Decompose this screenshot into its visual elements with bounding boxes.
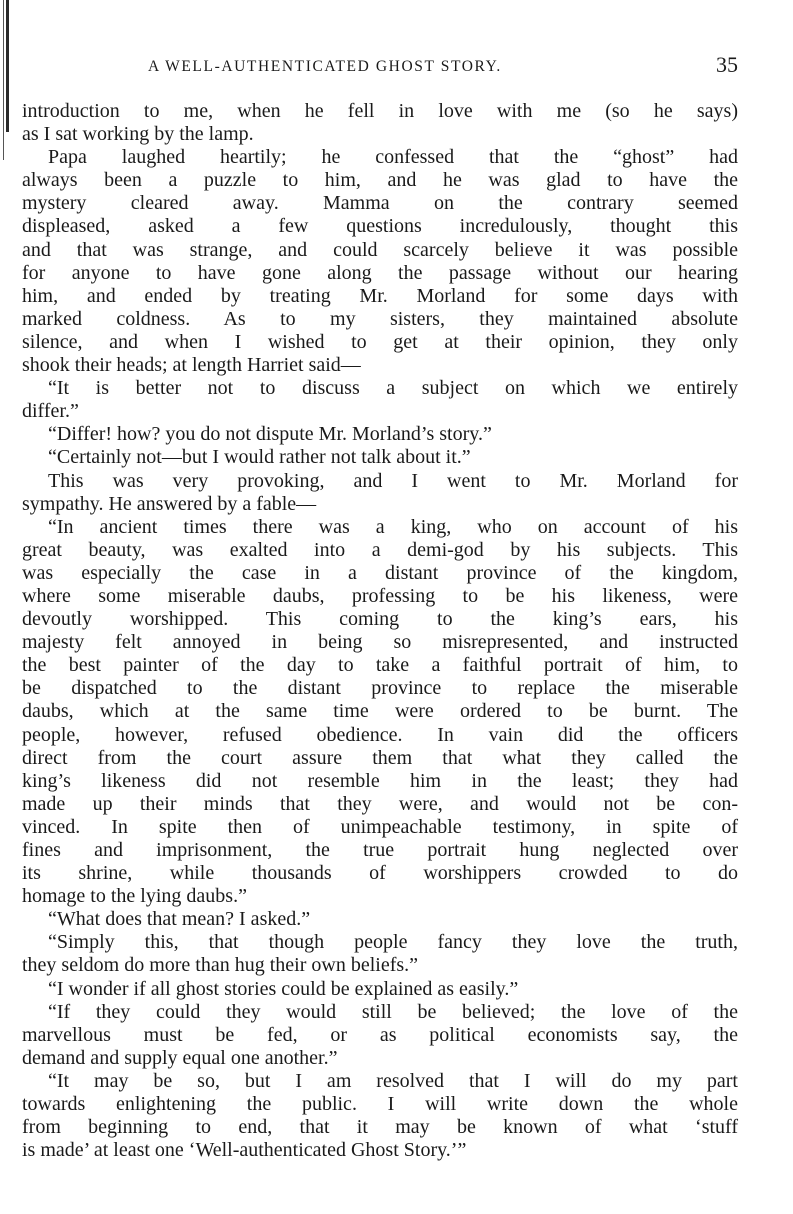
text-line: fines and imprisonment, the true portrait hung neglected over	[22, 839, 738, 861]
text-line: devoutly worshipped. This coming to the king’s ears, his	[22, 608, 738, 631]
text-line: “In ancient times there was a king, who on account of his	[48, 515, 738, 538]
text-line: is made’ at least one ‘Well-authenticated Ghost Story.’”	[22, 1139, 467, 1162]
text-line: homage to the lying daubs.”	[22, 885, 247, 908]
text-line: “If they could they would still be believed; the love of the	[48, 1000, 738, 1023]
text-line: they seldom do more than hug their own beliefs.”	[22, 954, 419, 977]
text-line: its shrine, while thousands of worshippers crowded to do	[22, 862, 738, 885]
text-line: majesty felt annoyed in being so misrepresented, and instructed	[22, 631, 738, 654]
text-line: displeased, asked a few questions incredulously, thought this	[22, 215, 738, 238]
text-line: “I wonder if all ghost stories could be explained as easily.”	[48, 977, 519, 1000]
text-line: from beginning to end, that it may be known of what ‘stuff	[22, 1116, 738, 1139]
text-line: “It is better not to discuss a subject on which we entirely	[48, 377, 738, 400]
text-line: be dispatched to the distant province to replace the miserable	[22, 677, 738, 700]
text-line: vinced. In spite then of unimpeachable testimony, in spite of	[22, 815, 738, 838]
text-line: Papa laughed heartily; he confessed that the “ghost” had	[48, 146, 738, 169]
text-line: towards enlightening the public. I will write down the whole	[22, 1093, 738, 1116]
text-line: where some miserable daubs, professing to be his likeness, were	[22, 584, 738, 607]
text-line: people, however, refused obedience. In vain did the officers	[22, 723, 738, 746]
text-line: and that was strange, and could scarcely believe it was possible	[22, 238, 738, 261]
text-line: was especially the case in a distant province of the kingdom,	[22, 561, 738, 584]
text-line: him, and ended by treating Mr. Morland for some days with	[22, 284, 738, 307]
text-line: shook their heads; at length Harriet said—	[22, 354, 361, 377]
page-edge-mark	[6, 0, 9, 132]
text-line: the best painter of the day to take a faithful portrait of him, to	[22, 654, 738, 677]
page-number: 35	[716, 52, 738, 77]
text-line: made up their minds that they were, and would not be con-	[22, 792, 738, 815]
text-line: differ.”	[22, 400, 79, 423]
text-line: as I sat working by the lamp.	[22, 123, 254, 146]
text-line: introduction to me, when he fell in love with me (so he says)	[22, 100, 738, 122]
text-line: This was very provoking, and I went to Mr. Morland for	[48, 469, 738, 492]
page-header	[22, 52, 742, 82]
text-line: “Certainly not—but I would rather not talk about it.”	[48, 446, 471, 469]
text-line: marvellous must be fed, or as political economists say, the	[22, 1023, 738, 1046]
text-line: king’s likeness did not resemble him in the least; they had	[22, 769, 738, 792]
text-line: “It may be so, but I am resolved that I will do my part	[48, 1069, 738, 1092]
text-line: always been a puzzle to him, and he was glad to have the	[22, 169, 738, 192]
text-line: mystery cleared away. Mamma on the contrary seemed	[22, 192, 738, 215]
text-line: for anyone to have gone along the passage without our hearing	[22, 261, 738, 284]
text-line: silence, and when I wished to get at their opinion, they only	[22, 330, 738, 353]
running-title: A WELL-AUTHENTICATED GHOST STORY.	[148, 58, 502, 75]
page-edge-line	[3, 0, 4, 160]
text-line: marked coldness. As to my sisters, they maintained absolute	[22, 307, 738, 330]
body-text	[22, 100, 738, 1162]
text-line: direct from the court assure them that what they called the	[22, 746, 738, 769]
text-line: “What does that mean? I asked.”	[48, 908, 311, 931]
text-line: sympathy. He answered by a fable—	[22, 492, 317, 515]
text-line: great beauty, was exalted into a demi-god by his subjects. This	[22, 538, 738, 561]
text-line: daubs, which at the same time were ordered to be burnt. The	[22, 700, 738, 723]
text-line: demand and supply equal one another.”	[22, 1046, 338, 1069]
text-line: “Simply this, that though people fancy they love the truth,	[48, 931, 738, 954]
text-line: “Differ! how? you do not dispute Mr. Morland’s story.”	[48, 423, 492, 446]
